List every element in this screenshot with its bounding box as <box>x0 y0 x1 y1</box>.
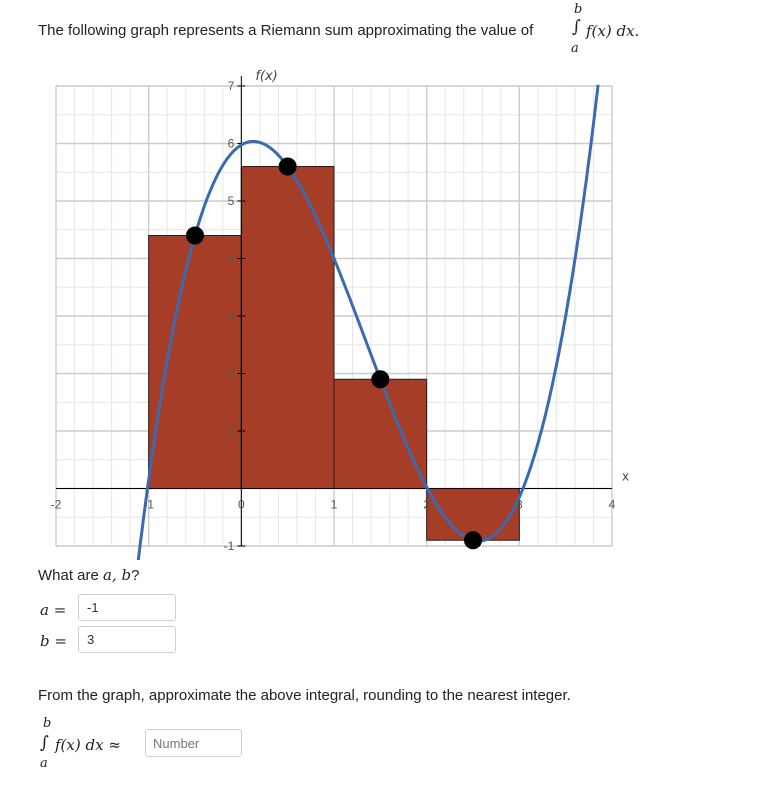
x-axis-label: x <box>622 469 630 484</box>
sample-point <box>371 370 389 388</box>
a-label: a = <box>40 601 67 619</box>
q2-integrand: f(x) dx ≈ <box>55 736 121 754</box>
b-label: b = <box>40 632 67 650</box>
integral-symbol: ∫ <box>572 17 581 37</box>
y-tick-label: -1 <box>223 539 235 553</box>
y-tick-label: 6 <box>227 136 235 151</box>
sample-point <box>186 227 204 245</box>
x-tick-label: 4 <box>608 497 616 512</box>
instruction-text: From the graph, approximate the above integral, rounding to the nearest integer. <box>38 687 571 704</box>
riemann-rectangle <box>334 379 427 488</box>
y-tick-label: 2 <box>227 366 235 381</box>
riemann-rectangle <box>149 236 242 489</box>
y-tick-label: 4 <box>227 251 235 266</box>
x-tick-label: 2 <box>423 497 431 512</box>
y-tick-label: 5 <box>227 194 235 208</box>
x-tick-label: 0 <box>237 497 245 512</box>
riemann-rectangle <box>241 167 334 489</box>
upper-limit: b <box>574 2 583 17</box>
q2-lower-limit: a <box>40 756 48 771</box>
math-ab: a, b <box>103 566 132 584</box>
integral-answer-input[interactable] <box>145 729 242 757</box>
x-tick-label: 3 <box>515 497 523 512</box>
question-ab: What are a, b? <box>38 566 140 584</box>
x-tick-label: 1 <box>330 497 338 512</box>
sample-point <box>464 531 482 549</box>
sample-point <box>279 158 297 176</box>
function-label: f(x) <box>255 69 278 84</box>
x-tick-label: -1 <box>143 497 155 512</box>
b-answer-field[interactable]: 3 <box>78 626 176 653</box>
integrand: f(x) dx. <box>586 22 640 40</box>
a-answer-field[interactable]: -1 <box>78 594 176 621</box>
lower-limit: a <box>571 41 579 56</box>
y-tick-label: 3 <box>227 309 235 323</box>
x-tick-label: -2 <box>50 497 62 512</box>
y-tick-label: 1 <box>227 424 235 438</box>
y-tick-label: 7 <box>227 79 235 93</box>
problem-text: The following graph represents a Riemann sum approximating the value of <box>38 22 534 39</box>
q2-integral-symbol: ∫ <box>40 733 49 753</box>
q2-upper-limit: b <box>43 716 52 731</box>
